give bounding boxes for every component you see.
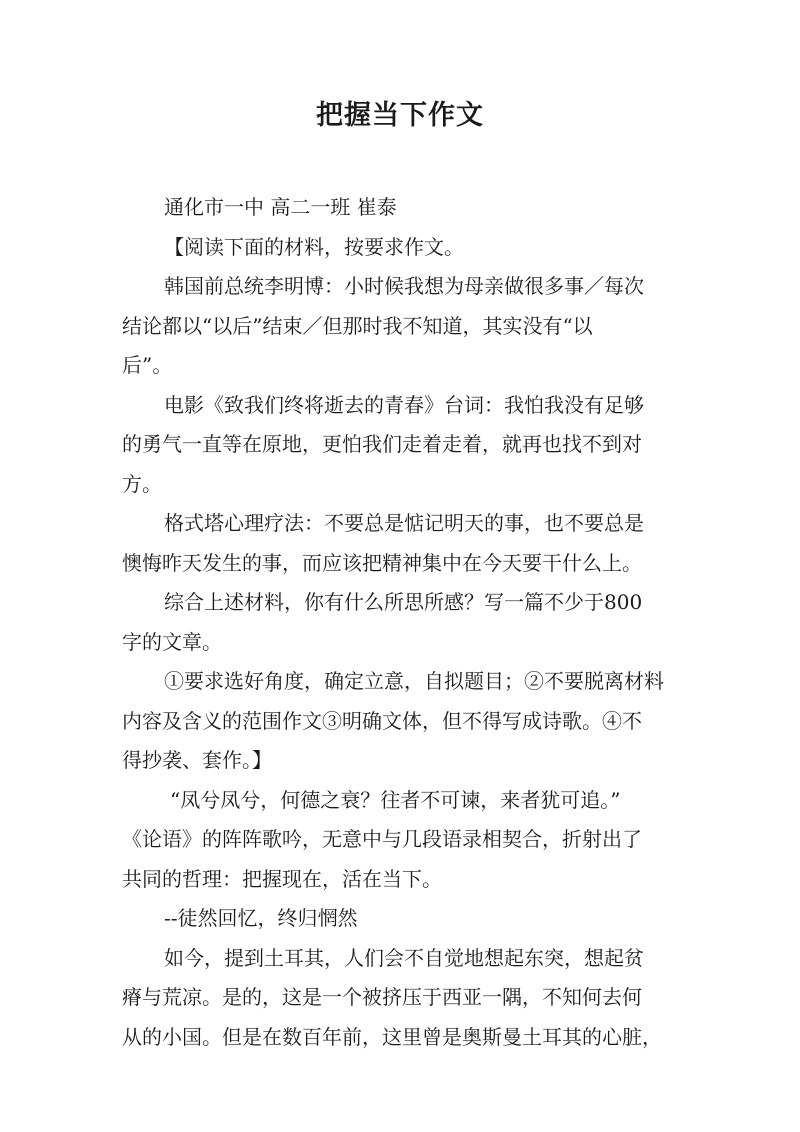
text-line: 共同的哲理：把握现在，活在当下。 — [122, 866, 442, 891]
text-line: 【阅读下面的材料，按要求作文。 — [164, 234, 464, 259]
document-title: 把握当下作文 — [316, 100, 484, 131]
text-line: 方。 — [122, 471, 162, 496]
text-line: 格式塔心理疗法：不要总是惦记明天的事，也不要总是 — [164, 511, 644, 535]
text-line: ①要求选好角度，确定立意，自拟题目；②不要脱离材料 — [164, 669, 664, 693]
document-body — [122, 188, 687, 1057]
text-line: “凤兮凤兮，何德之衰？往者不可谏，来者犹可追。” — [170, 787, 621, 812]
text-line: 《论语》的阵阵歌吟，无意中与几段语录相契合，折射出了 — [122, 827, 642, 851]
text-line: 懊悔昨天发生的事，而应该把精神集中在今天要干什么上。 — [122, 550, 642, 575]
text-line: --徒然回忆，终归惘然 — [164, 906, 358, 930]
text-line: 的勇气一直等在原地，更怕我们走着走着，就再也找不到对 — [122, 432, 642, 456]
text-line: 结论都以“以后”结束／但那时我不知道，其实没有“以 — [122, 313, 593, 338]
text-line: 瘠与荒凉。是的，这是一个被挤压于西亚一隅，不知何去何 — [122, 985, 642, 1009]
text-line: 电影《致我们终将逝去的青春》台词：我怕我没有足够 — [164, 392, 644, 417]
text-line: 字的文章。 — [122, 629, 222, 654]
text-line: 从的小国。但是在数百年前，这里曾是奥斯曼土耳其的心脏， — [122, 1024, 662, 1049]
text-line: 韩国前总统李明博：小时候我想为母亲做很多事／每次 — [164, 274, 644, 298]
text-line: 如今，提到土耳其，人们会不自觉地想起东突，想起贫 — [164, 945, 644, 970]
text-line: 得抄袭、套作。】 — [122, 748, 272, 772]
text-line: 通化市一中 高二一班 崔泰 — [164, 195, 397, 219]
text-line: 综合上述材料，你有什么所思所感？写一篇不少于800 — [164, 590, 643, 614]
text-line: 内容及含义的范围作文③明确文体，但不得写成诗歌。④不 — [122, 708, 642, 733]
text-line: 后”。 — [122, 353, 173, 377]
